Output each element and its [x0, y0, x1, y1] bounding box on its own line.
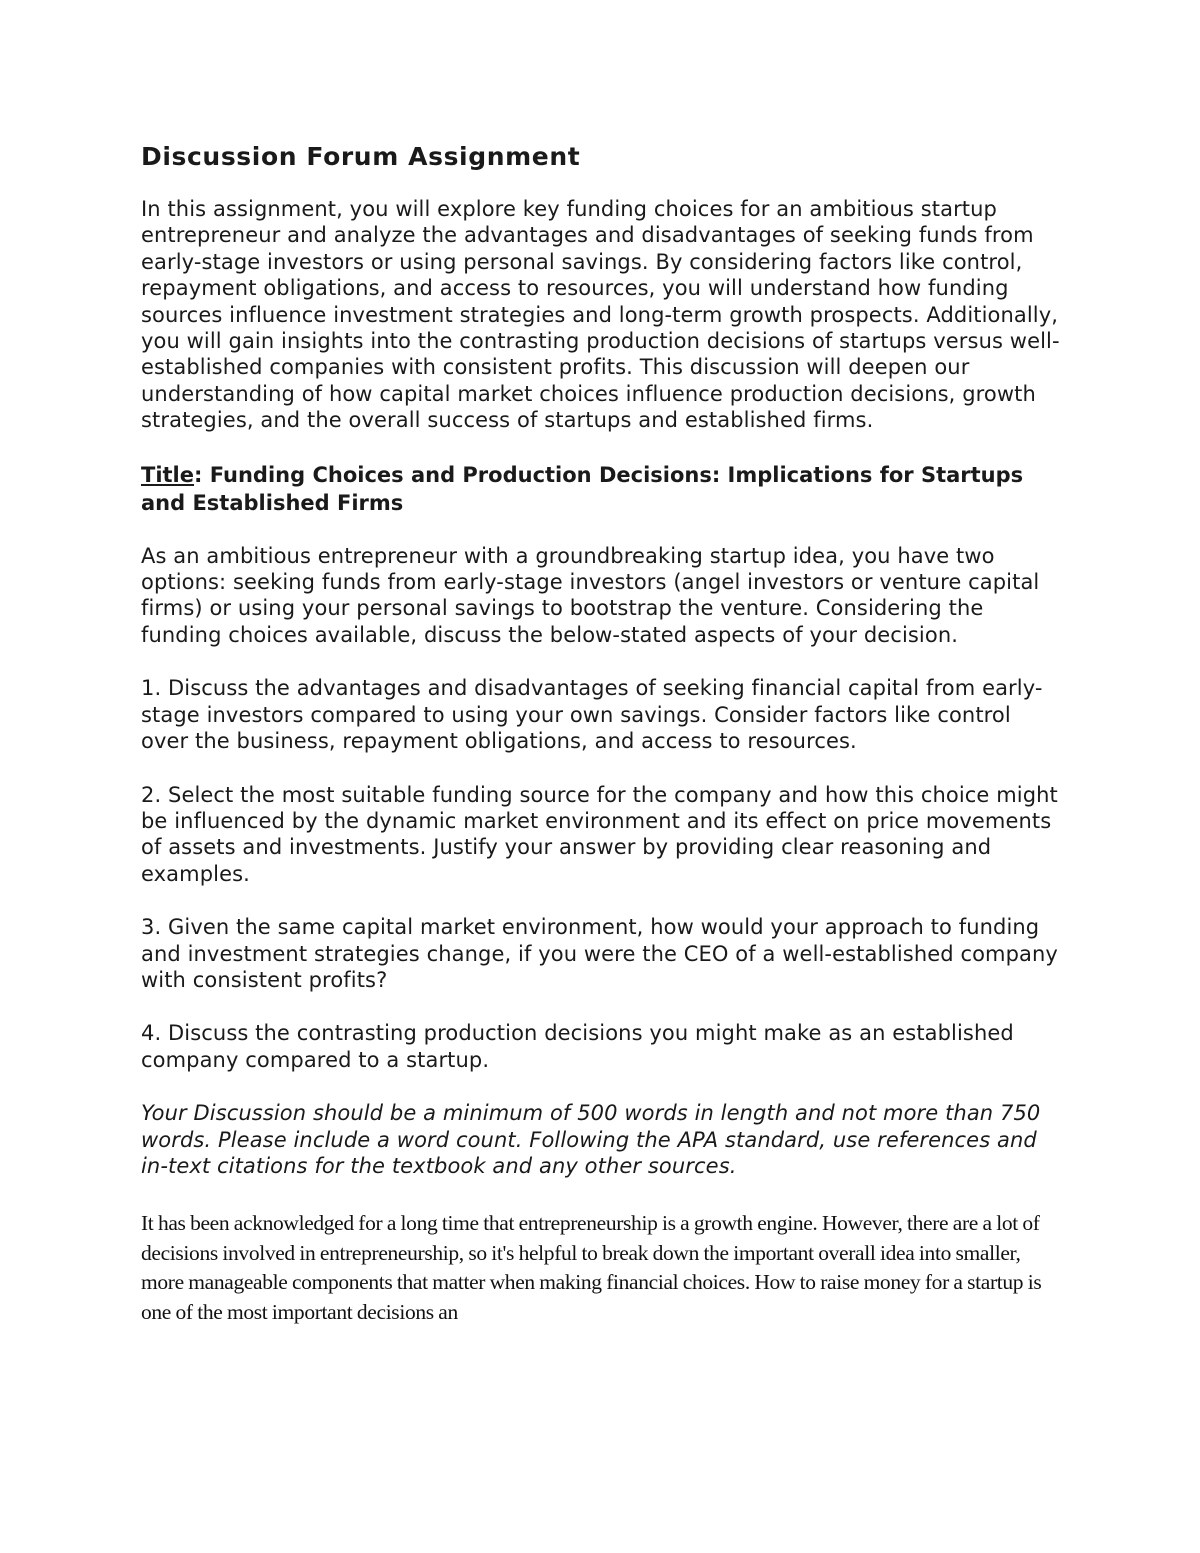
title-separator: : [194, 462, 203, 487]
question-2: 2. Select the most suitable funding source for the company and how this choice might be influenced by the dynamic market environment and its effect on price movements of assets and investments. Justify your answer by providing clear reasoning and examples. [141, 782, 1058, 886]
answer-paragraph: It has been acknowledged for a long time that entrepreneurship is a growth engine. However, there are a lot of decisions involved in entrepreneurship, so it's helpful to break down the important overall idea into smaller, more manageable components that matter when making financial choices. How to raise money for a startup is one of the most important decisions an [141, 1211, 1042, 1324]
instructions-paragraph: Your Discussion should be a minimum of 500 words in length and not more than 750 words. Please include a word count. Following the APA standard, use references and in-text citations for the textbook and any other sources. [141, 1101, 1041, 1178]
title-text: Funding Choices and Production Decisions: Implications for Startups and Established Firms [141, 462, 1024, 515]
assignment-title [141, 461, 1061, 517]
question-4: 4. Discuss the contrasting production decisions you might make as an established company compared to a startup. [141, 1021, 1014, 1072]
intro-paragraph: In this assignment, you will explore key funding choices for an ambitious startup entrepreneur and analyze the advantages and disadvantages of seeking funds from early-stage investors or using personal savings. By considering factors like control, repayment obligations, and access to resources, you will understand how funding sources influence investment strategies and long-term growth prospects. Additionally, you will gain insights into the contrasting production decisions of startups versus well-established companies with consistent profits. This discussion will deepen our understanding of how capital market choices influence production decisions, growth strategies, and the overall success of startups and established firms. [141, 197, 1060, 433]
question-3: 3. Given the same capital market environment, how would your approach to funding and investment strategies change, if you were the CEO of a well-established company with consistent profits? [141, 915, 1058, 992]
scenario-paragraph: As an ambitious entrepreneur with a groundbreaking startup idea, you have two options: seeking funds from early-stage investors (angel investors or venture capital firms) or using your personal savings to bootstrap the venture. Considering the funding choices available, discuss the below-stated aspects of your decision. [141, 543, 1040, 647]
document-content [141, 140, 1061, 1327]
question-1: 1. Discuss the advantages and disadvantages of seeking financial capital from early-stage investors compared to using your own savings. Consider factors like control over the business, repayment obligations, and access to resources. [141, 676, 1043, 754]
title-label: Title [141, 462, 195, 487]
document-heading: Discussion Forum Assignment [141, 142, 581, 171]
